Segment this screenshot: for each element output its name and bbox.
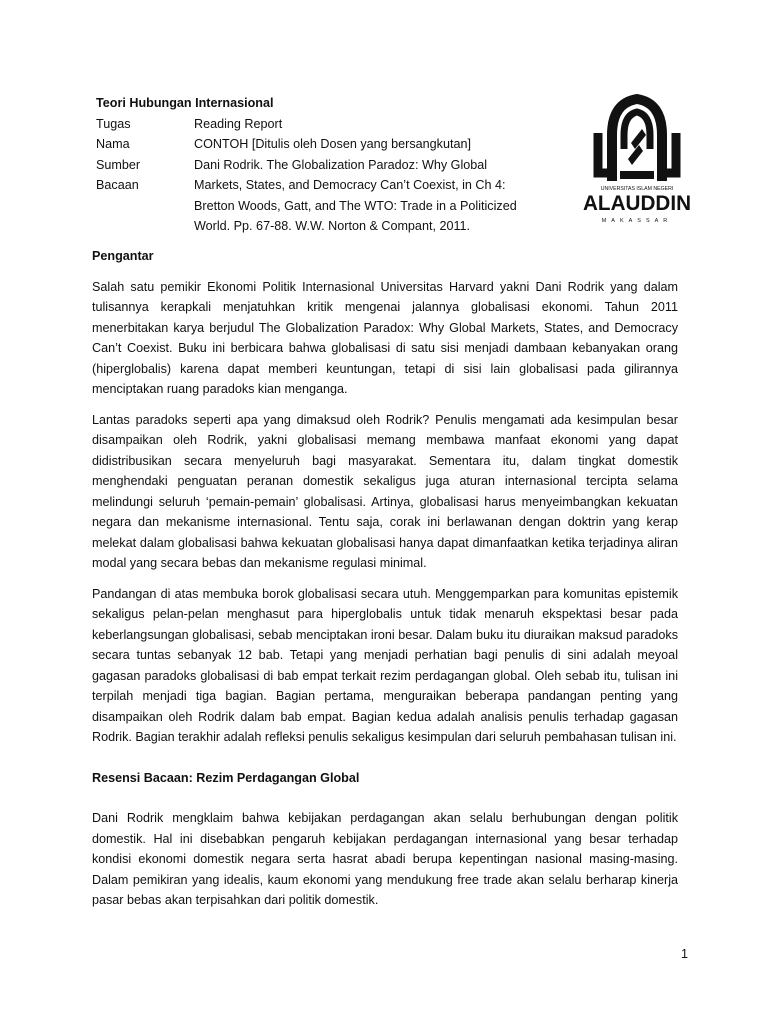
section-heading: Pengantar xyxy=(92,249,154,263)
alauddin-university-logo xyxy=(582,93,692,225)
logo-name: ALAUDDIN xyxy=(583,192,691,215)
logo-university-line: UNIVERSITAS ISLAM NEGERI xyxy=(600,186,674,192)
meta-value: Dani Rodrik. The Globalization Paradoz: Why Global xyxy=(194,157,488,172)
document-body xyxy=(92,246,678,921)
section-gap xyxy=(92,758,678,768)
course-title: Teori Hubungan Internasional xyxy=(96,96,274,110)
meta-value: Markets, States, and Democracy Can’t Coexist, in Ch 4: xyxy=(194,178,506,192)
meta-row-tugas xyxy=(96,114,566,135)
meta-value: World. Pp. 67-88. W.W. Norton & Compant, 2011. xyxy=(194,219,471,233)
meta-key xyxy=(96,196,194,217)
meta-row-bacaan xyxy=(96,175,566,196)
section-heading: Resensi Bacaan: Rezim Perdagangan Global xyxy=(92,770,360,785)
page-number: 1 xyxy=(680,947,688,961)
meta-row-continued xyxy=(96,216,566,237)
meta-value: Bretton Woods, Gatt, and The WTO: Trade in a Politicized xyxy=(194,198,517,213)
document-header xyxy=(96,93,566,237)
meta-row-sumber xyxy=(96,155,566,176)
logo-emblem-icon xyxy=(582,93,692,225)
section-gap xyxy=(92,798,678,808)
meta-key: Tugas xyxy=(96,116,131,131)
meta-value: CONTOH [Ditulis oleh Dosen yang bersangkutan] xyxy=(194,137,471,151)
meta-key: Bacaan xyxy=(96,178,139,192)
meta-row-continued xyxy=(96,196,566,217)
paragraph: Pandangan di atas membuka borok globalisasi secara utuh. Menggemparkan para komunitas epistemik sekaligus pelan-pelan menghasut para hiperglobalis untuk tidak menaruh ekspektasi besar pada keberlangsungan globalisasi, sebab menciptakan ironi besar. Dalam buku itu diuraikan maksud paradoks secara tuntas sebanyak 12 bab. Tetapi yang menjadi perhatian bagi penulis di sini adalah meyoal gagasan paradoks globalisasi di bab empat terkait rezim perdagangan global. Oleh sebab itu, tulisan ini terpilah menjadi tiga bagian. Bagian pertama, menguraikan beberapa pandangan penting yang disampaikan oleh Rodrik dalam bab empat. Bagian kedua adalah analisis penulis terhadap gagasan Rodrik. Bagian terakhir adalah refleksi penulis sekaligus kesimpulan dari seluruh pembahasan tulisan ini. xyxy=(92,586,678,744)
paragraph: Lantas paradoks seperti apa yang dimaksud oleh Rodrik? Penulis mengamati ada kesimpulan besar disampaikan oleh Rodrik, yakni globalisasi memang membawa manfaat ekonomi yang dapat didistribusikan secara menyeluruh bagi masyarakat. Sementara itu, dalam tingkat domestik menghendaki penguatan peranan domestik sekaligus juga aturan internasional tercipta selama melindungi seluruh ‘pemain-pemain’ globalisasi. Artinya, globalisasi harus menyeimbangkan kekuatan negara dan mekanisme internasional. Tentu saja, corak ini berlawanan dengan doktrin yang kerap melekat dalam globalisasi bahwa kekuatan globalisasi hanya dapat dimanfaatkan ketika terjadinya aliran modal yang secara bebas dan mekanisme regulasi minimal. xyxy=(92,412,678,570)
logo-city: MAKASSAR xyxy=(601,218,673,224)
meta-key: Nama xyxy=(96,137,130,151)
meta-row-nama xyxy=(96,134,566,155)
meta-key xyxy=(96,216,194,237)
meta-value: Reading Report xyxy=(194,116,283,131)
paragraph: Salah satu pemikir Ekonomi Politik Internasional Universitas Harvard yakni Dani Rodrik yang dalam tulisannya kerapkali menjatuhkan kritik mengenai jalannya globalisasi ekonomi. Tahun 2011 menerbitakan karya berjudul The Globalization Paradox: Why Global Markets, States, and Democracy Can’t Coexist. Buku ini berbicara bahwa globalisasi di satu sisi menjadi dambaan kebanyakan orang (hiperglobalis) karena dapat memberi keuntungan, tetapi di sisi lain globalisasi pada gilirannya menciptakan ruang paradoks kian menganga. xyxy=(92,279,678,396)
meta-key: Sumber xyxy=(96,157,141,172)
paragraph: Dani Rodrik mengklaim bahwa kebijakan perdagangan akan selalu berhubungan dengan politik domestik. Hal ini disebabkan pengaruh kebijakan perdagangan internasional yang besar terhadap kondisi ekonomi domestik negara serta hasrat abadi berupa kepentingan nasional masing-masing. Dalam pemikiran yang idealis, kaum ekonomi yang mendukung free trade akan selalu berharap kinerja pasar bebas akan terpisahkan dari politik domestik. xyxy=(92,811,678,907)
